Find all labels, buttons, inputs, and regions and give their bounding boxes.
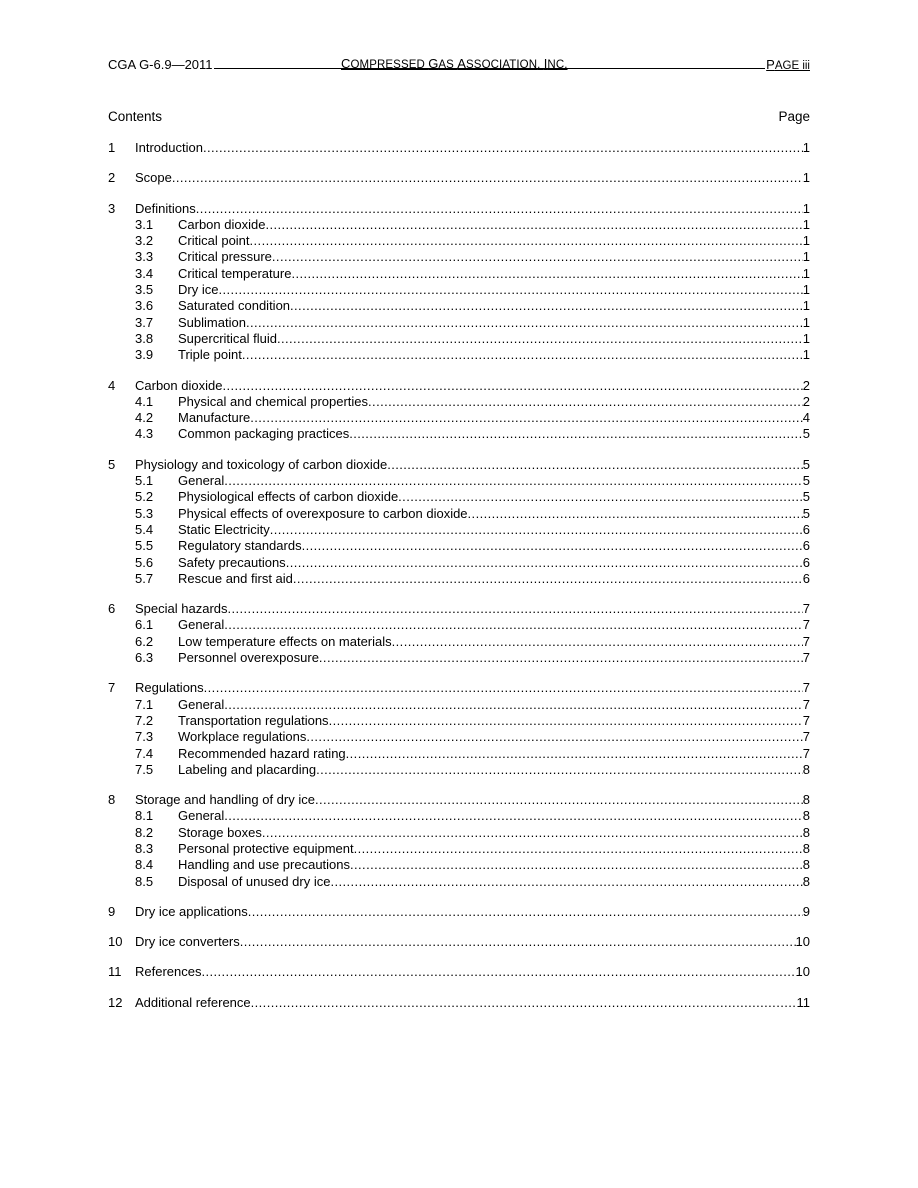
- toc-entry-page: 4: [802, 410, 810, 426]
- toc-entry-title: Regulatory standards: [178, 538, 302, 554]
- dot-leader: [242, 347, 803, 363]
- toc-entry-page: 9: [802, 903, 810, 919]
- toc-entry-number: 7.1: [135, 696, 154, 712]
- toc-entry-number: 5.3: [135, 505, 154, 521]
- toc-entry-number: 6: [108, 601, 116, 617]
- toc-entry-number: 7: [108, 680, 116, 696]
- toc-subentry[interactable]: [108, 282, 810, 298]
- toc-section-6: [108, 601, 810, 666]
- toc-entry-title: Storage boxes: [178, 824, 262, 840]
- toc-entry-title: Personal protective equipment: [178, 840, 354, 856]
- toc-subentry[interactable]: [108, 857, 810, 873]
- toc-entry-number: 5.5: [135, 538, 154, 554]
- dot-leader: [204, 680, 803, 696]
- dot-leader: [224, 808, 803, 824]
- toc-subentry[interactable]: [108, 331, 810, 347]
- toc-entry-page: 7: [802, 680, 810, 696]
- toc-entry-title: Rescue and first aid: [178, 570, 293, 586]
- dot-leader: [224, 697, 803, 713]
- toc-entry-page: 11: [796, 994, 810, 1010]
- toc-entry-page: 1: [802, 233, 810, 249]
- toc-entry-title: Labeling and placarding: [178, 761, 317, 777]
- dot-leader: [224, 617, 803, 633]
- toc-subentry[interactable]: [108, 298, 810, 314]
- toc-entry-title: Dry ice converters: [135, 934, 240, 950]
- toc-entry-title: Critical temperature: [178, 265, 292, 281]
- toc-entry-number: 7.3: [135, 729, 154, 745]
- dot-leader: [315, 792, 803, 808]
- toc-subentry[interactable]: [108, 473, 810, 489]
- toc-entry-title: Introduction: [135, 140, 203, 155]
- toc-entry-number: 11: [108, 964, 122, 980]
- toc-entry-number: 3.1: [135, 216, 154, 232]
- toc-section-2: [108, 170, 810, 186]
- toc-section-4: [108, 378, 810, 443]
- toc-entry[interactable]: [108, 601, 810, 617]
- toc-section-9: [108, 904, 810, 920]
- toc-subentry[interactable]: [108, 522, 810, 538]
- toc-entry-title: Disposal of unused dry ice: [178, 873, 331, 889]
- toc-entry[interactable]: [108, 934, 810, 950]
- toc-entry-title: Regulations: [135, 680, 204, 696]
- toc-entry-page: 1: [802, 200, 810, 216]
- toc-entry-title: General: [178, 808, 225, 824]
- dot-leader: [228, 601, 803, 617]
- toc-subentry[interactable]: [108, 697, 810, 713]
- toc-entry-page: 7: [802, 601, 810, 617]
- toc-entry-page: 5: [802, 473, 810, 489]
- contents-label: Contents: [108, 109, 163, 124]
- toc-entry-page: 6: [802, 521, 810, 537]
- toc-entry-number: 8.2: [135, 824, 154, 840]
- toc-subentry[interactable]: [108, 249, 810, 265]
- dot-leader: [224, 473, 803, 489]
- toc-entry[interactable]: [108, 201, 810, 217]
- running-header: [108, 55, 810, 71]
- toc-entry-title: Carbon dioxide: [135, 377, 223, 393]
- dot-leader: [248, 904, 803, 920]
- dot-leader: [262, 825, 803, 841]
- dot-leader: [196, 201, 803, 217]
- toc-entry-number: 7.4: [135, 745, 154, 761]
- dot-leader: [319, 650, 803, 666]
- toc-entry-page: 7: [802, 633, 810, 649]
- toc-entry-page: 1: [802, 282, 810, 298]
- toc-subentry[interactable]: [108, 713, 810, 729]
- toc-subentry[interactable]: [108, 347, 810, 363]
- dot-leader: [218, 282, 802, 298]
- toc-entry-title: Physiological effects of carbon dioxide: [178, 489, 399, 505]
- toc-subentry[interactable]: [108, 217, 810, 233]
- toc-entry-title: Personnel overexposure: [178, 650, 319, 666]
- toc-entry-page: 6: [802, 570, 810, 586]
- toc-entry-number: 3.8: [135, 330, 154, 346]
- toc-entry-number: 5.1: [135, 473, 154, 489]
- toc-subentry[interactable]: [108, 394, 810, 410]
- toc-entry-number: 3: [108, 200, 116, 216]
- toc-subentry[interactable]: [108, 410, 810, 426]
- toc-entry-page: 8: [802, 808, 810, 824]
- toc-subentry[interactable]: [108, 233, 810, 249]
- toc-entry-page: 1: [802, 265, 810, 281]
- toc-entry-title: Handling and use precautions: [178, 857, 351, 873]
- toc-entry-title: Transportation regulations: [178, 712, 329, 728]
- toc-entry-page: 10: [795, 934, 810, 950]
- toc-entry-page: 10: [795, 964, 810, 980]
- toc-entry-page: 8: [802, 792, 810, 808]
- toc-subentry[interactable]: [108, 874, 810, 890]
- toc-entry-title: Sublimation: [178, 314, 246, 330]
- toc-subentry[interactable]: [108, 266, 810, 282]
- dot-leader: [387, 457, 803, 473]
- toc-entry-number: 9: [108, 903, 116, 919]
- toc-entry-page: 6: [802, 538, 810, 554]
- dot-leader: [349, 426, 803, 442]
- toc-entry-number: 5: [108, 456, 116, 472]
- toc-subentry[interactable]: [108, 746, 810, 762]
- toc-entry-number: 3.7: [135, 314, 154, 330]
- toc-entry-title: Recommended hazard rating: [178, 745, 346, 761]
- toc-entry-number: 5.2: [135, 489, 154, 505]
- toc-entry-title: General: [178, 617, 225, 633]
- toc-entry-number: 3.2: [135, 233, 154, 249]
- toc-entry-page: 5: [802, 489, 810, 505]
- toc-entry-page: 1: [802, 249, 810, 265]
- toc-entry-page: 7: [802, 712, 810, 728]
- toc-entry-title: Safety precautions: [178, 554, 286, 570]
- toc-section-12: [108, 995, 810, 1011]
- toc-entry[interactable]: [108, 457, 810, 473]
- toc-entry-number: 1: [108, 140, 116, 155]
- dot-leader: [316, 762, 803, 778]
- toc-entry-number: 4: [108, 377, 116, 393]
- toc-entry-title: Common packaging practices: [178, 426, 350, 442]
- toc-subentry[interactable]: [108, 841, 810, 857]
- toc-entry-title: Special hazards: [135, 601, 228, 617]
- dot-leader: [246, 315, 803, 331]
- toc-entry-page: 7: [802, 729, 810, 745]
- dot-leader: [250, 233, 803, 249]
- toc-entry-number: 3.6: [135, 298, 154, 314]
- toc-entry-number: 5.7: [135, 570, 154, 586]
- toc-subentry[interactable]: [108, 315, 810, 331]
- dot-leader: [293, 571, 803, 587]
- toc-entry-number: 8: [108, 792, 116, 808]
- dot-leader: [302, 538, 803, 554]
- dot-leader: [272, 249, 803, 265]
- toc-entry-number: 6.1: [135, 617, 154, 633]
- toc-section-10: [108, 934, 810, 950]
- toc-entry-number: 5.4: [135, 521, 154, 537]
- toc-entry-title: Additional reference: [135, 994, 251, 1010]
- table-of-contents: [108, 140, 810, 1025]
- dot-leader: [398, 489, 803, 505]
- toc-section-1: [108, 140, 810, 156]
- toc-entry-number: 10: [108, 934, 123, 950]
- toc-entry-page: 1: [802, 347, 810, 363]
- toc-entry-number: 5.6: [135, 554, 154, 570]
- dot-leader: [240, 934, 796, 950]
- toc-subentry[interactable]: [108, 762, 810, 778]
- toc-entry-page: 1: [802, 314, 810, 330]
- dot-leader: [290, 298, 803, 314]
- toc-entry[interactable]: [108, 140, 810, 156]
- toc-entry-page: 6: [802, 554, 810, 570]
- toc-subentry[interactable]: [108, 729, 810, 745]
- toc-entry-number: 3.4: [135, 265, 154, 281]
- toc-entry[interactable]: [108, 378, 810, 394]
- dot-leader: [251, 995, 797, 1011]
- toc-entry-page: 5: [802, 505, 810, 521]
- dot-leader: [350, 857, 803, 873]
- toc-entry-page: 1: [802, 140, 810, 155]
- toc-entry-title: Manufacture: [178, 410, 251, 426]
- toc-entry-number: 4.2: [135, 410, 154, 426]
- dot-leader: [330, 874, 802, 890]
- toc-entry-page: 7: [802, 650, 810, 666]
- toc-entry-title: Dry ice applications: [135, 903, 248, 919]
- dot-leader: [286, 555, 803, 571]
- toc-entry-page: 1: [802, 330, 810, 346]
- toc-section-8: [108, 792, 810, 890]
- toc-entry-number: 12: [108, 994, 123, 1010]
- toc-entry-title: Static Electricity: [178, 521, 270, 537]
- header-page-number: PAGE iii: [766, 57, 810, 72]
- toc-entry-number: 8.1: [135, 808, 154, 824]
- toc-entry-number: 4.3: [135, 426, 154, 442]
- toc-entry-title: Saturated condition: [178, 298, 291, 314]
- toc-entry-title: Triple point: [178, 347, 242, 363]
- dot-leader: [203, 140, 803, 156]
- toc-entry-page: 7: [802, 745, 810, 761]
- dot-leader: [277, 331, 803, 347]
- toc-entry-title: References: [135, 964, 202, 980]
- toc-entry-title: Critical point: [178, 233, 250, 249]
- toc-entry-number: 8.4: [135, 857, 154, 873]
- toc-entry[interactable]: [108, 995, 810, 1011]
- dot-leader: [250, 410, 803, 426]
- toc-subentry[interactable]: [108, 650, 810, 666]
- document-id: CGA G-6.9—2011: [108, 57, 213, 72]
- toc-entry-title: Supercritical fluid: [178, 330, 277, 346]
- toc-entry-page: 8: [802, 873, 810, 889]
- toc-entry[interactable]: [108, 680, 810, 696]
- dot-leader: [172, 170, 803, 186]
- toc-entry-number: 2: [108, 170, 116, 186]
- dot-leader: [346, 746, 803, 762]
- toc-subentry[interactable]: [108, 808, 810, 824]
- toc-subentry[interactable]: [108, 617, 810, 633]
- dot-leader: [201, 964, 795, 980]
- dot-leader: [291, 266, 802, 282]
- toc-entry-page: 8: [802, 840, 810, 856]
- toc-entry-title: Physical and chemical properties: [178, 393, 369, 409]
- toc-entry[interactable]: [108, 904, 810, 920]
- contents-heading-row: [108, 109, 810, 124]
- toc-subentry[interactable]: [108, 571, 810, 587]
- toc-section-7: [108, 680, 810, 778]
- toc-entry-page: 8: [802, 761, 810, 777]
- toc-section-5: [108, 457, 810, 587]
- toc-entry-title: Physiology and toxicology of carbon dioxide: [135, 456, 388, 472]
- toc-entry-title: Definitions: [135, 200, 196, 216]
- toc-entry-title: Dry ice: [178, 282, 219, 298]
- toc-entry-page: 8: [802, 857, 810, 873]
- toc-entry-page: 5: [802, 456, 810, 472]
- page-column-label: Page: [778, 109, 810, 124]
- toc-entry-page: 1: [802, 216, 810, 232]
- toc-entry-page: 7: [802, 696, 810, 712]
- toc-entry-number: 8.3: [135, 840, 154, 856]
- toc-entry-number: 4.1: [135, 393, 154, 409]
- toc-subentry[interactable]: [108, 825, 810, 841]
- toc-entry-number: 3.3: [135, 249, 154, 265]
- toc-entry-page: 1: [802, 170, 810, 186]
- dot-leader: [368, 394, 803, 410]
- toc-entry-page: 2: [802, 377, 810, 393]
- toc-entry-title: Physical effects of overexposure to carbon dioxide: [178, 505, 468, 521]
- toc-subentry[interactable]: [108, 506, 810, 522]
- toc-entry-number: 7.2: [135, 712, 154, 728]
- dot-leader: [306, 729, 802, 745]
- dot-leader: [265, 217, 802, 233]
- toc-subentry[interactable]: [108, 538, 810, 554]
- toc-entry-title: Low temperature effects on materials: [178, 633, 392, 649]
- toc-entry-page: 2: [802, 393, 810, 409]
- dot-leader: [270, 522, 803, 538]
- toc-entry-title: Workplace regulations: [178, 729, 307, 745]
- toc-entry-title: General: [178, 473, 225, 489]
- toc-entry-title: Carbon dioxide: [178, 216, 266, 232]
- dot-leader: [354, 841, 803, 857]
- toc-subentry[interactable]: [108, 426, 810, 442]
- toc-entry-title: Critical pressure: [178, 249, 272, 265]
- toc-entry-page: 1: [802, 298, 810, 314]
- toc-subentry[interactable]: [108, 634, 810, 650]
- toc-entry[interactable]: [108, 964, 810, 980]
- toc-entry[interactable]: [108, 792, 810, 808]
- toc-entry-page: 5: [802, 426, 810, 442]
- dot-leader: [468, 506, 803, 522]
- toc-subentry[interactable]: [108, 489, 810, 505]
- toc-entry-page: 8: [802, 824, 810, 840]
- toc-entry-number: 8.5: [135, 873, 154, 889]
- toc-entry-number: 6.3: [135, 650, 154, 666]
- toc-section-3: [108, 201, 810, 364]
- toc-entry-number: 3.5: [135, 282, 154, 298]
- toc-subentry[interactable]: [108, 555, 810, 571]
- toc-entry-title: General: [178, 696, 225, 712]
- toc-section-11: [108, 964, 810, 980]
- organization-name: COMPRESSED GAS ASSOCIATION, INC.: [341, 56, 568, 71]
- dot-leader: [222, 378, 802, 394]
- toc-entry-number: 7.5: [135, 761, 154, 777]
- toc-entry-number: 3.9: [135, 347, 154, 363]
- toc-entry-title: Storage and handling of dry ice: [135, 792, 315, 808]
- toc-entry-number: 6.2: [135, 633, 154, 649]
- toc-entry[interactable]: [108, 170, 810, 186]
- toc-entry-title: Scope: [135, 170, 172, 186]
- toc-entry-page: 7: [802, 617, 810, 633]
- dot-leader: [329, 713, 803, 729]
- dot-leader: [392, 634, 803, 650]
